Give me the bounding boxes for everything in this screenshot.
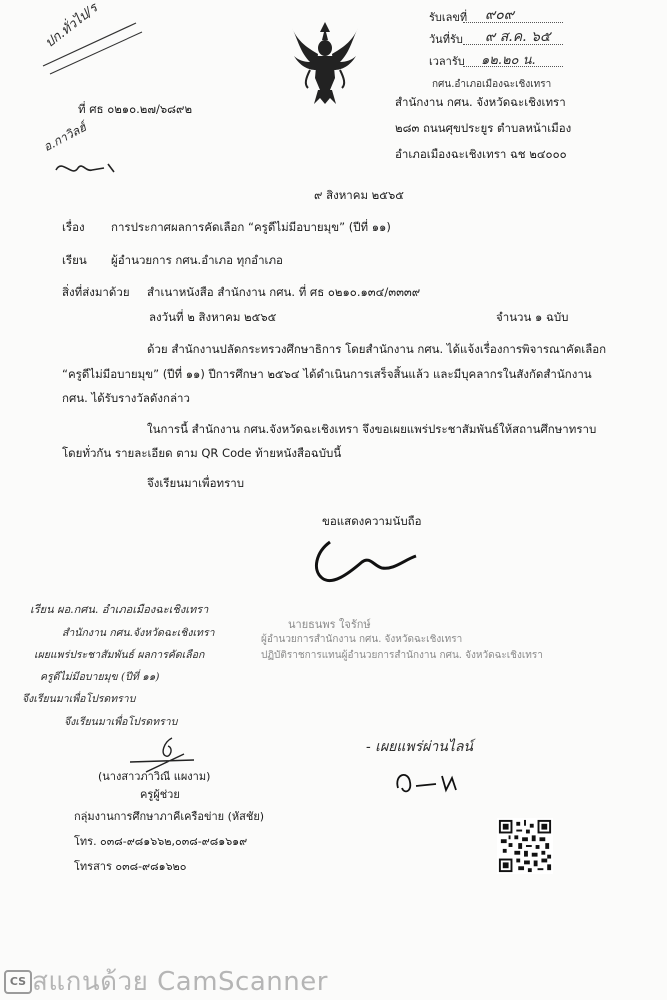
closing-text: จึงเรียนมาเพื่อทราบ — [147, 476, 245, 490]
sender-line-2: ๒๘๓ ถนนศุขประยูร ตำบลหน้าเมือง — [395, 121, 572, 135]
to-text: ผู้อำนวยการ กศน.อำเภอ ทุกอำเภอ — [111, 253, 283, 267]
receipt-no-value: ๙๐๙ — [485, 7, 515, 23]
subject-text: การประกาศผลการคัดเลือก “ครูดีไม่มีอบายมุข” (ปีที่ ๑๑) — [111, 220, 391, 234]
clerk-name: (นางสาวภาวิณี แผงาม) — [98, 770, 211, 783]
receipt-date-label: วันที่รับ — [429, 33, 463, 46]
para2-line-2: โดยทั่วกัน รายละเอียด ตาม QR Code ท้ายหนังสือฉบับนี้ — [62, 446, 342, 460]
approval-signature — [392, 764, 482, 800]
receipt-no-label: รับเลขที่ — [429, 11, 468, 24]
para1-line-3: กศน. ได้รับรางวัลดังกล่าว — [62, 391, 190, 405]
garuda-emblem-icon — [290, 18, 360, 106]
attach-label: สิ่งที่ส่งมาด้วย — [62, 285, 130, 299]
footer-fax: โทรสาร ๐๓๘-๙๘๑๖๒๐ — [74, 860, 187, 873]
receipt-date-value: ๙ ส.ค. ๖๕ — [485, 29, 551, 45]
sender-line-3: อำเภอเมืองฉะเชิงเทรา ฉช ๒๔๐๐๐ — [395, 147, 567, 161]
memo-line-1: เรียน ผอ.กศน. อำเภอเมืองฉะเชิงเทรา — [30, 603, 209, 616]
para1-line-2: “ครูดีไม่มีอบายมุข” (ปีที่ ๑๑) ปีการศึกษา ๒๕๖๔ ได้ดำเนินการเสร็จสิ้นแล้ว และมีบุคลากรในสังกัดสำนักงาน — [62, 367, 592, 381]
memo-line-4: ครูดีไม่มีอบายมุข (ปีที่ ๑๑) — [40, 671, 160, 683]
assign-signature — [52, 150, 122, 186]
margin-note-top: ปก.ทั่วไป/ร — [42, 0, 101, 51]
director-signature — [308, 530, 428, 594]
receipt-office: กศน.อำเภอเมืองฉะเชิงเทรา — [432, 79, 552, 90]
memo-line-2: สำนักงาน กศน.จังหวัดฉะเชิงเทรา — [62, 627, 215, 639]
memo-line-5: จึงเรียนมาเพื่อโปรดทราบ — [22, 693, 136, 705]
subject-label: เรื่อง — [62, 220, 85, 234]
footer-group: กลุ่มงานการศึกษาภาคีเครือข่าย (หัสชัย) — [74, 810, 265, 823]
attach-text: สำเนาหนังสือ สำนักงาน กศน. ที่ ศธ ๐๒๑๐.๑๓๔/๓๓๓๙ — [147, 285, 421, 299]
receipt-time-label: เวลารับ — [429, 55, 465, 68]
memo-line-6: จึงเรียนมาเพื่อโปรดทราบ — [64, 716, 178, 728]
margin-note-assign: อ.กาวิลฮ์ — [40, 119, 89, 155]
receipt-time-value: ๑๒.๒๐ น. — [481, 53, 536, 68]
memo-line-3: เผยแพร่ประชาสัมพันธ์ ผลการคัดเลือก — [34, 649, 205, 661]
attach-count: จำนวน ๑ ฉบับ — [496, 310, 569, 324]
receipt-stamp — [423, 6, 573, 72]
signer-title-1: ผู้อำนวยการสำนักงาน กศน. จังหวัดฉะเชิงเทรา — [261, 634, 463, 645]
margin-note-strokes — [38, 18, 148, 78]
to-label: เรียน — [62, 253, 87, 267]
qr-code[interactable] — [497, 818, 553, 874]
sender-line-1: สำนักงาน กศน. จังหวัดฉะเชิงเทรา — [395, 95, 566, 109]
camscanner-logo-icon: CS — [4, 970, 32, 994]
para1-line-1: ด้วย สำนักงานปลัดกระทรวงศึกษาธิการ โดยสำนักงาน กศน. ได้แจ้งเรื่องการพิจารณาคัดเลือก — [147, 342, 607, 356]
signer-title-2: ปฏิบัติราชการแทนผู้อำนวยการสำนักงาน กศน. จังหวัดฉะเชิงเทรา — [261, 650, 543, 661]
attach-date: ลงวันที่ ๒ สิงหาคม ๒๕๖๕ — [149, 310, 277, 324]
right-handwritten-note: - เผยแพร่ผ่านไลน์ — [366, 739, 473, 755]
regards-text: ขอแสดงความนับถือ — [322, 514, 422, 528]
signer-name: นายธนพร ใจรักษ์ — [288, 618, 371, 631]
letter-ref-no: ที่ ศธ ๐๒๑๐.๒๗/๖๘๙๒ — [78, 102, 193, 116]
scanner-watermark: สแกนด้วย CamScanner — [32, 967, 328, 997]
letter-date: ๙ สิงหาคม ๒๕๖๕ — [314, 188, 404, 202]
clerk-title: ครูผู้ช่วย — [140, 788, 180, 801]
footer-tel: โทร. ๐๓๘-๙๘๑๖๖๒,๐๓๘-๙๘๑๖๑๙ — [74, 835, 248, 848]
para2-line-1: ในการนี้ สำนักงาน กศน.จังหวัดฉะเชิงเทรา จึงขอเผยแพร่ประชาสัมพันธ์ให้สถานศึกษาทราบ — [147, 422, 597, 436]
